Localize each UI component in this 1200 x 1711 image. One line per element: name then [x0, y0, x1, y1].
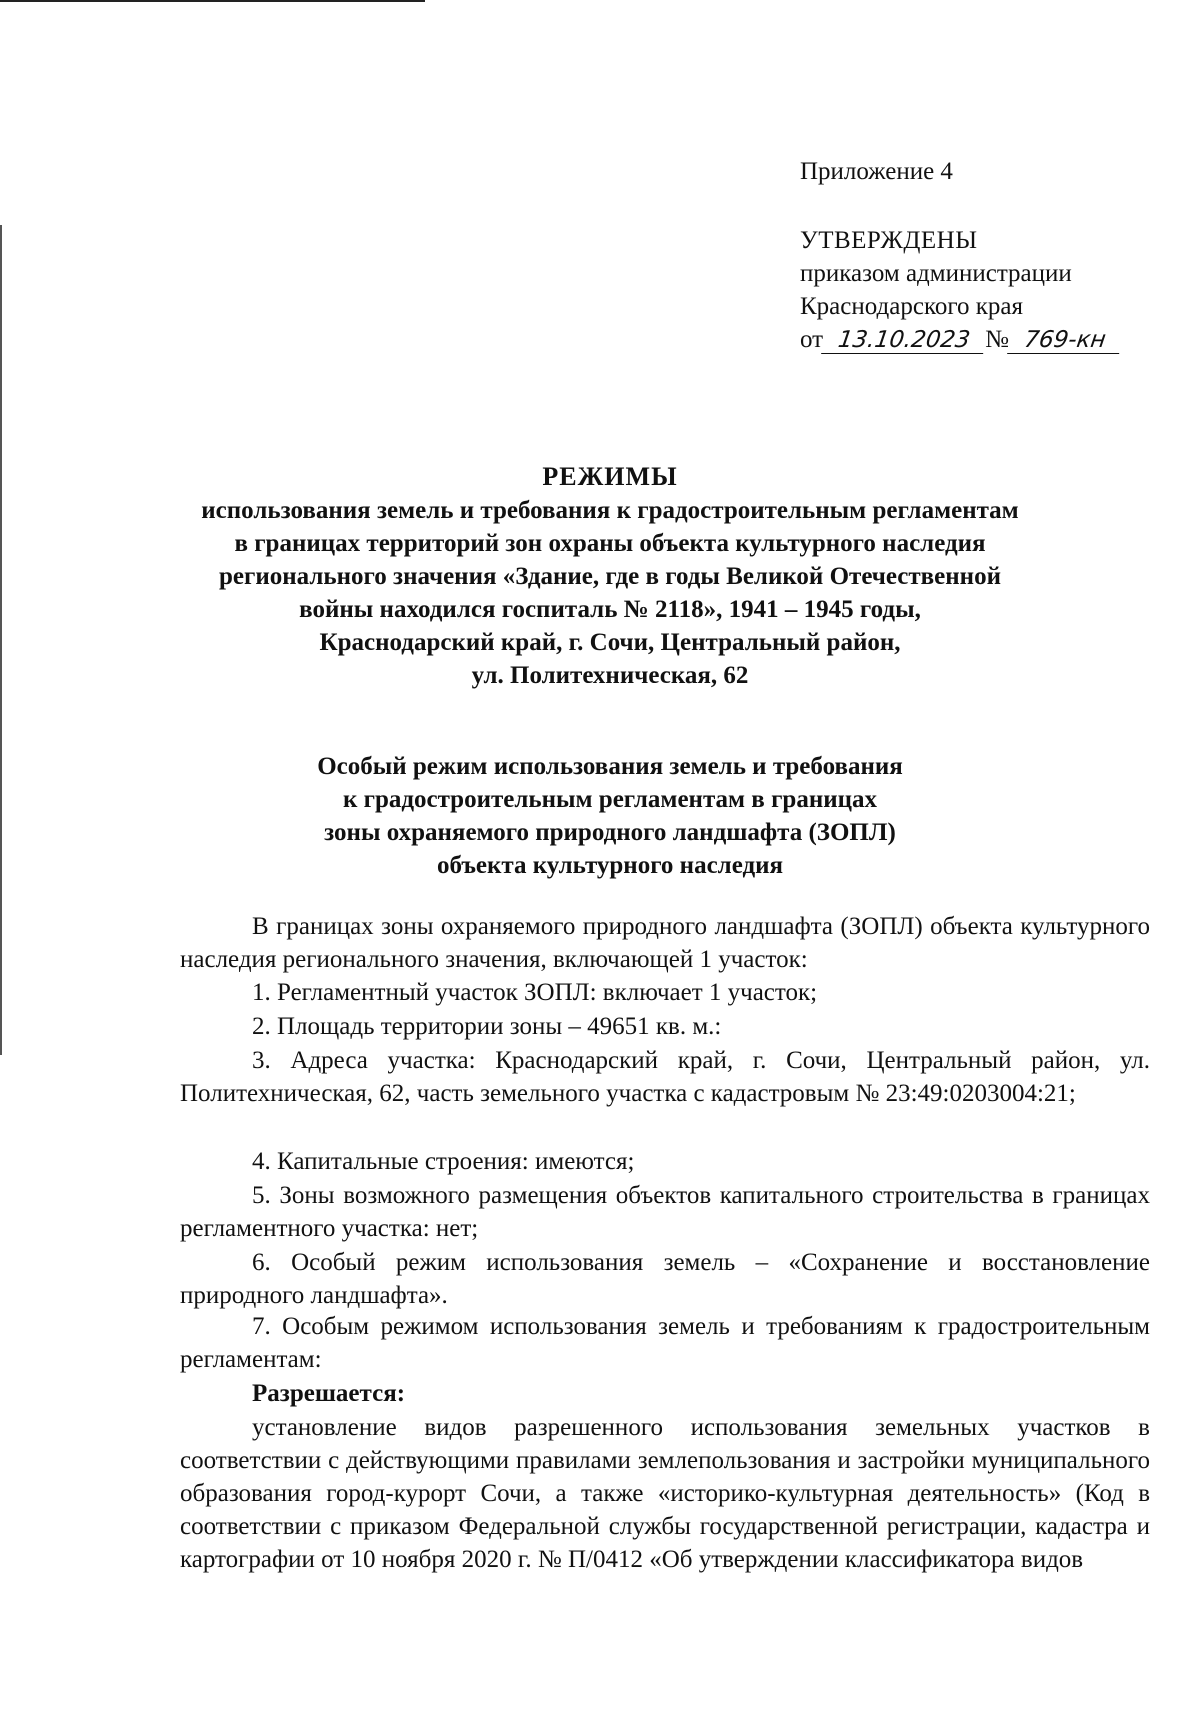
list-item: 4. Капитальные строения: имеются; [252, 1148, 635, 1175]
section-title-line: объекта культурного наследия [436, 852, 784, 879]
approved-by-line: приказом администрации [800, 260, 1072, 287]
allowed-paragraph: установление видов разрешенного использования земельных участков в соответствии с действующими правилами землепользования и застройки муниципального образования город-курорт Сочи, а также «историко-культурная деятельность» (Код в соответствии с приказом Федеральной службы государственной регистрации, кадастра и картографии от 10 ноября 2020 г. № П/0412 «Об утверждении классификатора видов [180, 1414, 1150, 1573]
scan-edge-top [0, 0, 425, 2]
subtitle-line: ул. Политехническая, 62 [471, 662, 749, 689]
date-prefix: от [800, 326, 824, 353]
document-subtitle [150, 494, 1070, 692]
number-prefix: № [985, 326, 1009, 353]
approved-label: УТВЕРЖДЕНЫ [800, 227, 978, 254]
subtitle-line: войны находился госпиталь № 2118», 1941 – 1945 годы, [299, 596, 921, 623]
list-item: 3. Адреса участка: Краснодарский край, г. Сочи, Центральный район, ул. Политехническая, 62, часть земельного участка с кадастровым № 23:49:0203004:21; [180, 1047, 1150, 1107]
list-item: 5. Зоны возможного размещения объектов капитального строительства в границах регламентного участка: нет; [180, 1182, 1150, 1242]
list-item: 7. Особым режимом использования земель и требованиям к градостроительным регламентам: [180, 1313, 1150, 1373]
handwritten-number: 769-кн [1007, 327, 1123, 354]
document-title: РЕЖИМЫ [542, 462, 678, 491]
section-title-line: зоны охраняемого природного ландшафта (ЗОПЛ) [324, 819, 896, 846]
intro-paragraph: В границах зоны охраняемого природного ландшафта (ЗОПЛ) объекта культурного наследия регионального значения, включающей 1 участок: [180, 913, 1150, 973]
subtitle-line: использования земель и требования к градостроительным регламентам [201, 497, 1019, 524]
approval-date-number-line [800, 323, 1121, 357]
handwritten-date: 13.10.2023 [821, 327, 987, 354]
allowed-heading: Разрешается: [252, 1380, 406, 1407]
scan-edge-left [0, 225, 2, 1055]
approved-region-line: Краснодарского края [800, 293, 1023, 320]
subtitle-line: регионального значения «Здание, где в годы Великой Отечественной [219, 563, 1001, 590]
appendix-title: Приложение 4 [800, 158, 953, 185]
section-title-line: Особый режим использования земель и требования [317, 753, 903, 780]
subtitle-line: в границах территорий зон охраны объекта культурного наследия [234, 530, 986, 557]
subtitle-line: Краснодарский край, г. Сочи, Центральный район, [319, 629, 901, 656]
list-item: 6. Особый режим использования земель – «Сохранение и восстановление природного ландшафта». [180, 1249, 1150, 1309]
list-item: 1. Регламентный участок ЗОПЛ: включает 1 участок; [252, 979, 818, 1006]
section-title-line: к градостроительным регламентам в границах [342, 786, 878, 813]
list-item: 2. Площадь территории зоны – 49651 кв. м.: [252, 1013, 722, 1040]
section-title [150, 750, 1070, 882]
